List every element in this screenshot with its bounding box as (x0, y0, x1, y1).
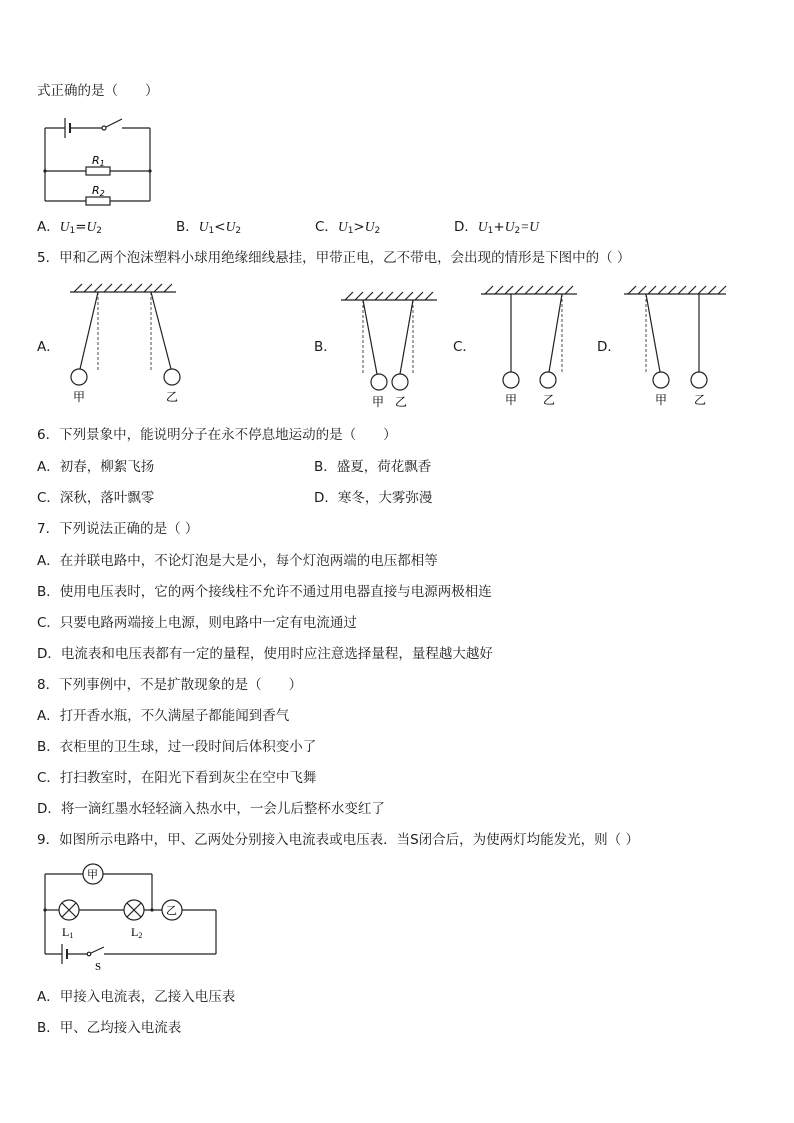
svg-text:甲: 甲 (655, 393, 668, 407)
string-yi (549, 294, 562, 372)
switch-s-label: S (95, 961, 102, 973)
q7-option-c: C．只要电路两端接上电源，则电路中一定有电流通过 (37, 615, 357, 631)
q8-option-a: A．打开香水瓶，不久满屋子都能闻到香气 (37, 708, 290, 724)
q5-pendulum-a (70, 284, 190, 404)
q4-option-d: D．$U_1+U_2=U$ (454, 219, 540, 236)
switch-s-contact (87, 952, 91, 956)
string-yi (151, 292, 171, 369)
svg-text:乙: 乙 (166, 390, 179, 404)
svg-text:乙: 乙 (543, 393, 556, 407)
lamp-l1 (59, 900, 79, 920)
q8-option-b: B．衣柜里的卫生球，过一段时间后体积变小了 (37, 739, 317, 755)
ceiling-hatch (74, 284, 172, 292)
resistor-r2 (86, 197, 110, 205)
string-yi (400, 300, 413, 374)
q4-option-a: A．$U_1=U_2$ (37, 219, 103, 236)
ball-jia (371, 374, 387, 390)
svg-text:甲: 甲 (87, 868, 98, 881)
string-jia (80, 292, 98, 369)
svg-text:乙: 乙 (694, 393, 707, 407)
svg-text:甲: 甲 (372, 395, 385, 409)
q9-option-b: B．甲、乙均接入电流表 (37, 1020, 182, 1036)
q6-option-a: A．初春，柳絮飞扬 (37, 459, 155, 475)
q6-option-c: C．深秋，落叶飘零 (37, 490, 155, 506)
q9-circuit-diagram (40, 862, 220, 972)
lamp-l2 (124, 900, 144, 920)
r2-label: R2 (92, 184, 105, 198)
ball-yi (164, 369, 180, 385)
q4-circuit-diagram (40, 112, 160, 207)
ball-yi (392, 374, 408, 390)
q4-option-c: C．$U_1>U_2$ (315, 219, 381, 236)
ball-jia (71, 369, 87, 385)
q5-pendulum-c (481, 286, 581, 406)
q5-option-a-label: A． (37, 339, 60, 355)
q8-option-d: D．将一滴红墨水轻轻滴入热水中，一会儿后整杯水变红了 (37, 801, 385, 817)
svg-text:甲: 甲 (73, 390, 86, 404)
q6-stem: 6．下列景象中，能说明分子在永不停息地运动的是（ ） (37, 427, 397, 443)
string-jia (646, 294, 660, 372)
string-jia (363, 300, 377, 374)
r1-label: R1 (92, 154, 105, 168)
ball-yi (540, 372, 556, 388)
resistor-r1 (86, 167, 110, 175)
svg-text:甲: 甲 (505, 393, 518, 407)
q8-stem: 8．下列事例中，不是扩散现象的是（ ） (37, 677, 303, 693)
svg-text:乙: 乙 (166, 904, 177, 917)
q4-option-b: B．$U_1<U_2$ (176, 219, 242, 236)
ball-jia (653, 372, 669, 388)
q5-pendulum-b (341, 292, 441, 412)
q8-option-c: C．打扫教室时，在阳光下看到灰尘在空中飞舞 (37, 770, 317, 786)
q4-stem-tail: 式正确的是（ ） (37, 83, 159, 99)
q7-option-d: D．电流表和电压表都有一定的量程，使用时应注意选择量程，量程越大越好 (37, 646, 493, 662)
q5-pendulum-d (624, 286, 734, 406)
q7-option-b: B．使用电压表时，它的两个接线柱不允许不通过用电器直接与电源两极相连 (37, 584, 492, 600)
q9-option-a: A．甲接入电流表，乙接入电压表 (37, 989, 236, 1005)
q6-option-d: D．寒冬，大雾弥漫 (314, 490, 433, 506)
q5-option-d-label: D． (597, 339, 621, 355)
q5-option-b-label: B． (314, 339, 337, 355)
ball-jia (503, 372, 519, 388)
q9-stem: 9．如图所示电路中，甲、乙两处分别接入电流表或电压表．当S闭合后，为使两灯均能发光，则（ ） (37, 832, 639, 848)
q7-option-a: A．在并联电路中，不论灯泡是大是小，每个灯泡两端的电压都相等 (37, 553, 438, 569)
ball-yi (691, 372, 707, 388)
q7-stem: 7．下列说法正确的是（ ） (37, 521, 199, 537)
switch-contact (102, 126, 106, 130)
switch-s-lever (91, 947, 104, 953)
lamp-l1-label: L1 (62, 925, 74, 940)
switch-lever (106, 119, 122, 127)
svg-text:乙: 乙 (395, 395, 408, 409)
lamp-l2-label: L2 (131, 925, 143, 940)
q5-stem: 5．甲和乙两个泡沫塑料小球用绝缘细线悬挂，甲带正电，乙不带电，会出现的情形是下图中的（ ） (37, 250, 631, 266)
q6-option-b: B．盛夏，荷花飘香 (314, 459, 432, 475)
q5-option-c-label: C． (453, 339, 476, 355)
